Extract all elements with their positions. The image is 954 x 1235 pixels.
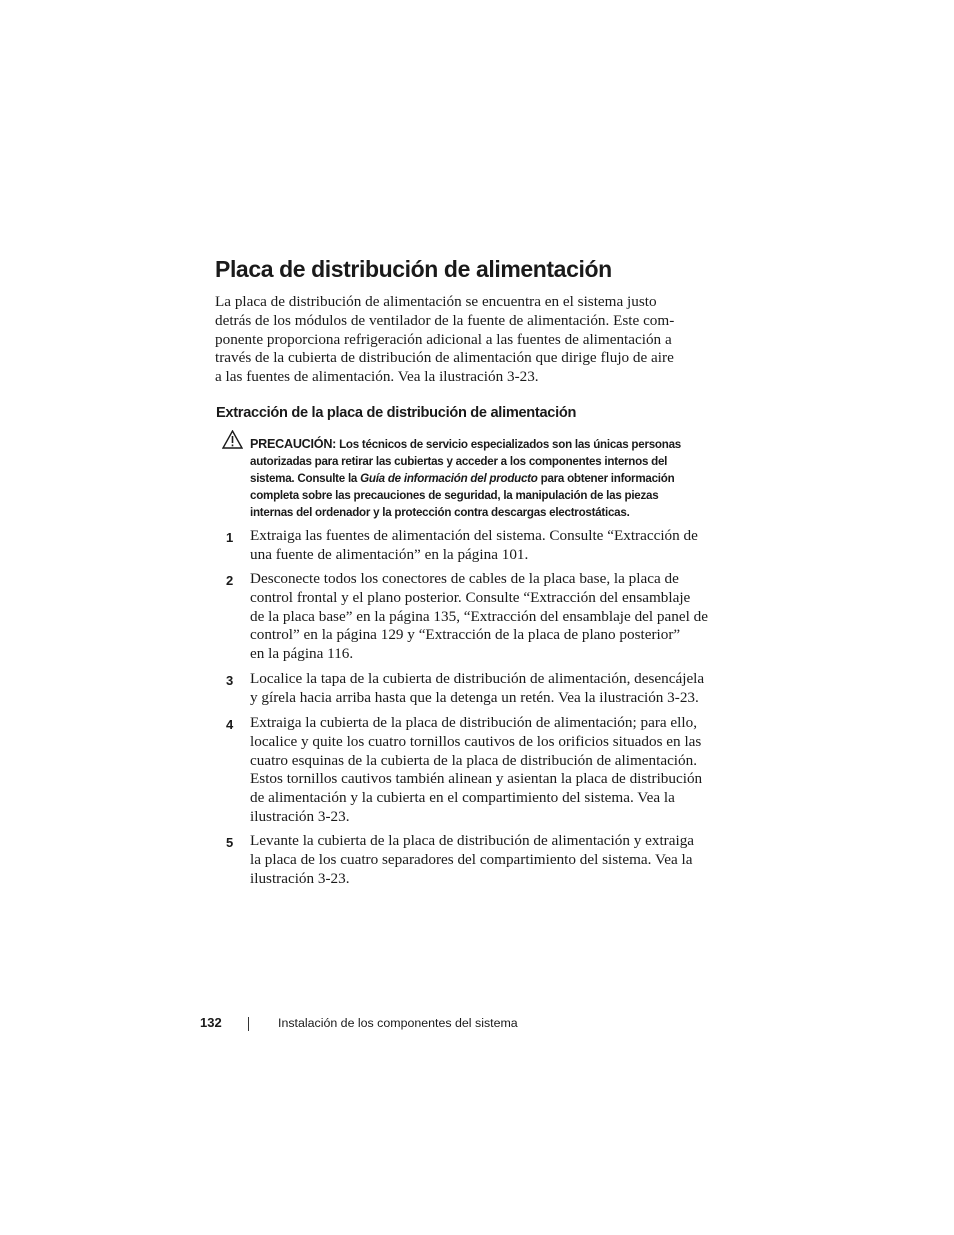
step-text: [250, 670, 725, 708]
step-line: localice y quite los cuatro tornillos cautivos de los orificios situados en las: [250, 732, 702, 750]
caution-text: internas del ordenador y la protección contra descargas electrostáticas.: [250, 506, 630, 519]
caution-text: sistema. Consulte la: [250, 472, 358, 485]
chapter-title: Instalación de los componentes del sistema: [278, 1016, 518, 1030]
step-line: ilustración 3-23.: [250, 869, 350, 887]
intro-line: detrás de los módulos de ventilador de la fuente de alimentación. Este com-: [215, 311, 675, 329]
step-line: control” en la página 129 y “Extracción de la placa de plano posterior”: [250, 626, 681, 644]
step-line: Estos tornillos cautivos también alinean y asientan la placa de distribución: [250, 770, 703, 788]
step-line: Extraiga las fuentes de alimentación del sistema. Consulte “Extracción de: [250, 527, 698, 544]
step-line: y gírela hacia arriba hasta que la detenga un retén. Vea la ilustración 3-23.: [250, 688, 699, 706]
warning-triangle-icon: [222, 430, 243, 449]
footer-divider: [248, 1017, 249, 1031]
step-number: 1: [226, 530, 234, 545]
step-line: de alimentación y la cubierta en el compartimiento del sistema. Vea la: [250, 789, 675, 807]
caution-label: PRECAUCIÓN:: [250, 437, 337, 451]
step-line: la placa de los cuatro separadores del compartimiento del sistema. Vea la: [250, 850, 693, 868]
step-line: de la placa base” en la página 135, “Extracción del ensamblaje del panel de: [250, 607, 708, 625]
intro-line: La placa de distribución de alimentación se encuentra en el sistema justo: [215, 293, 657, 310]
step-number: 3: [226, 673, 234, 688]
page-title: Placa de distribución de alimentación: [215, 256, 612, 282]
caution-note: [250, 436, 720, 521]
product-guide-title: Guía de información del producto: [360, 472, 538, 485]
step-text: [250, 714, 725, 827]
step-text: [250, 527, 725, 565]
step-line: cuatro esquinas de la cubierta de la placa de distribución de alimentación.: [250, 751, 698, 769]
caution-text: autorizadas para retirar las cubiertas y acceder a los componentes internos del: [250, 455, 668, 468]
step-line: Levante la cubierta de la placa de distribución de alimentación y extraiga: [250, 832, 695, 849]
caution-text: para obtener información: [540, 472, 675, 485]
page-number: 132: [200, 1015, 222, 1030]
step-line: Extraiga la cubierta de la placa de distribución de alimentación; para ello,: [250, 714, 697, 731]
step-line: una fuente de alimentación” en la página 101.: [250, 545, 529, 563]
step-number: 4: [226, 717, 234, 732]
step-number: 2: [226, 573, 234, 588]
step-line: Desconecte todos los conectores de cables de la placa base, la placa de: [250, 570, 679, 587]
step-number: 5: [226, 835, 234, 850]
intro-paragraph: [215, 293, 720, 387]
section-heading: Extracción de la placa de distribución de alimentación: [216, 405, 577, 421]
step-line: ilustración 3-23.: [250, 807, 350, 825]
step-line: en la página 116.: [250, 645, 354, 663]
step-text: [250, 570, 725, 664]
step-line: control frontal y el plano posterior. Consulte “Extracción del ensamblaje: [250, 588, 691, 606]
caution-text: completa sobre las precauciones de seguridad, la manipulación de las piezas: [250, 489, 659, 502]
step-line: Localice la tapa de la cubierta de distribución de alimentación, desencájela: [250, 670, 705, 687]
intro-line: a las fuentes de alimentación. Vea la ilustración 3-23.: [215, 368, 539, 386]
step-text: [250, 832, 725, 888]
intro-line: través de la cubierta de distribución de alimentación que dirige flujo de aire: [215, 349, 674, 367]
caution-text: Los técnicos de servicio especializados son las únicas personas: [339, 438, 681, 451]
intro-line: ponente proporciona refrigeración adicional a las fuentes de alimentación a: [215, 330, 672, 348]
